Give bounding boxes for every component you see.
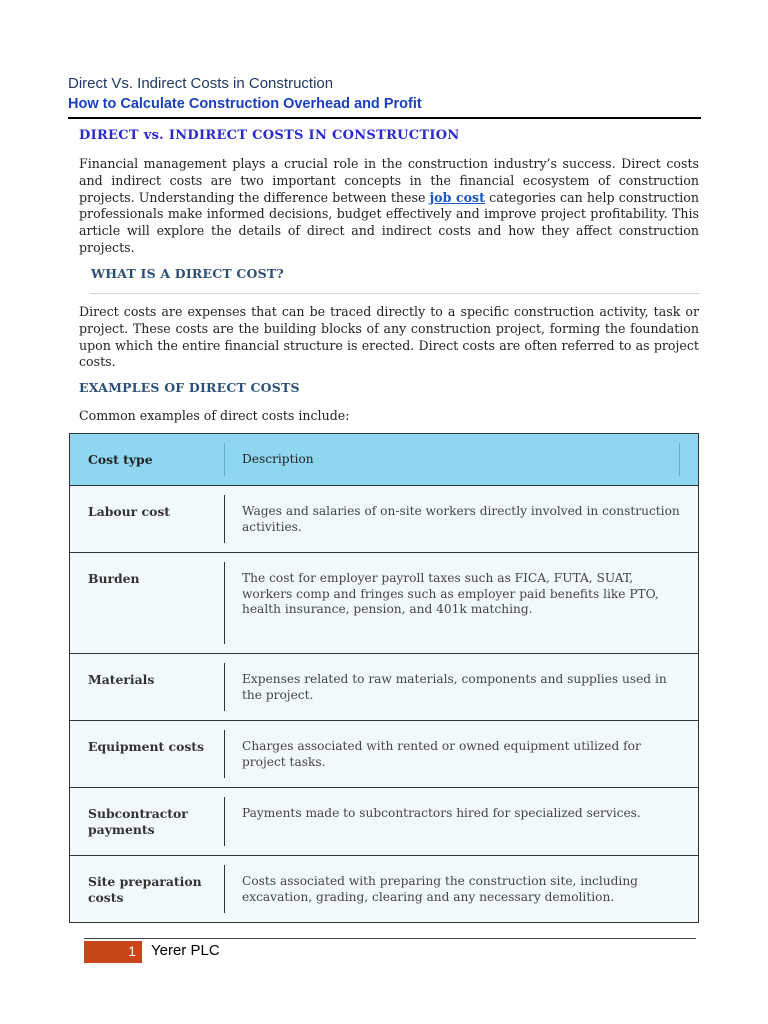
job-cost-link[interactable]: job cost <box>429 189 485 205</box>
table-header-row <box>70 434 698 486</box>
header-description: Description <box>242 452 314 466</box>
section-divider <box>90 293 700 294</box>
document-header <box>68 74 700 114</box>
header-cost-type: Cost type <box>88 452 153 467</box>
description-cell: Charges associated with rented or owned equipment utilized for project tasks. <box>242 739 641 769</box>
table-row <box>70 788 698 856</box>
table-row <box>70 856 698 922</box>
document-subtitle: How to Calculate Construction Overhead and Profit <box>68 96 422 112</box>
cost-type-cell: Site preparation costs <box>88 874 202 905</box>
page-number-badge <box>84 941 142 963</box>
description-cell: Payments made to subcontractors hired for specialized services. <box>242 806 641 820</box>
direct-cost-paragraph: Direct costs are expenses that can be traced directly to a specific construction activity, task or project. These costs are the building blocks of any construction project, forming the foundation upon which the entire financial structure is erected. Direct costs are often referred to as project costs. <box>79 304 699 370</box>
intro-paragraph <box>79 156 699 257</box>
table-row <box>70 486 698 553</box>
table-row <box>70 721 698 788</box>
direct-cost-heading: WHAT IS A DIRECT COST? <box>91 266 284 281</box>
footer-company: Yerer PLC <box>151 942 220 959</box>
examples-lead: Common examples of direct costs include: <box>79 408 350 423</box>
cost-type-cell: Labour cost <box>88 504 171 519</box>
direct-costs-table <box>69 433 699 923</box>
description-cell: Costs associated with preparing the construction site, including excavation, grading, clearing and any necessary demolition. <box>242 874 638 904</box>
cost-type-cell: Materials <box>88 672 155 687</box>
cost-type-cell: Equipment costs <box>88 739 205 754</box>
description-cell: Expenses related to raw materials, components and supplies used in the project. <box>242 672 667 702</box>
main-heading: DIRECT vs. INDIRECT COSTS IN CONSTRUCTION <box>79 128 460 143</box>
examples-heading: EXAMPLES OF DIRECT COSTS <box>79 380 300 395</box>
intro-text-before-link: Financial management plays a crucial role in the construction industry’s success. Direct costs and indirect costs are two important concepts in the financial ecosystem of construction projects. Understanding the difference between these <box>79 156 699 205</box>
description-cell: The cost for employer payroll taxes such as FICA, FUTA, SUAT, workers comp and fringes such as employer paid benefits like PTO, health insurance, pension, and 401k matching. <box>242 571 659 616</box>
document-title: Direct Vs. Indirect Costs in Construction <box>68 75 334 92</box>
cost-type-cell: Burden <box>88 571 140 586</box>
description-cell: Wages and salaries of on-site workers directly involved in construction activities. <box>242 504 680 534</box>
table-row <box>70 654 698 721</box>
footer-divider <box>84 938 696 939</box>
header-divider <box>68 117 701 119</box>
intro-text-after-link: categories can help construction professionals make informed decisions, budget effectively and improve project profitability. This article will explore the details of direct and indirect costs and how they affect construction projects. <box>79 189 699 255</box>
page-number: 1 <box>128 943 136 959</box>
table-row <box>70 553 698 654</box>
cost-type-cell: Subcontractor payments <box>88 806 188 837</box>
